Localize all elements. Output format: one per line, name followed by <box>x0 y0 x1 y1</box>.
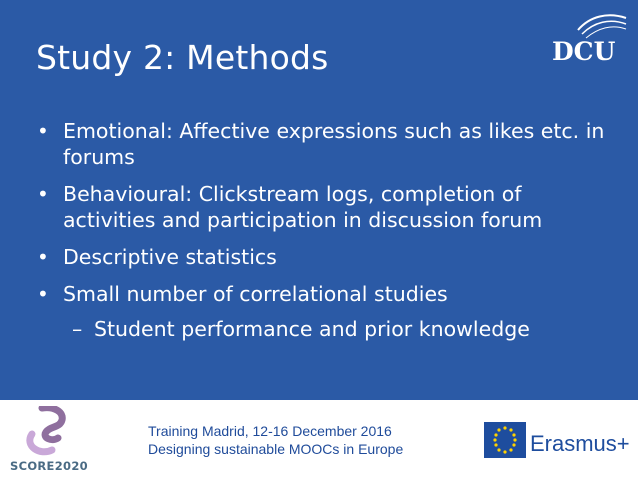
score2020-logo-text: SCORE2020 <box>10 459 88 473</box>
footer-line-1: Training Madrid, 12-16 December 2016 <box>148 423 392 439</box>
bullet-glyph: • <box>37 119 49 143</box>
sub-bullet-glyph: – <box>72 317 83 341</box>
footer-bar <box>0 400 638 479</box>
dcu-logo-text: DCU <box>552 37 616 66</box>
footer-caption <box>148 422 403 458</box>
list-item <box>36 181 606 233</box>
list-item <box>36 244 606 270</box>
sub-bullet-text: Student performance and prior knowledge <box>94 317 530 341</box>
bullet-glyph: • <box>37 282 49 306</box>
score-emblem-icon <box>6 406 92 456</box>
bullet-text: Small number of correlational studies <box>63 282 448 306</box>
bullet-list <box>36 118 606 342</box>
bullet-text: Behavioural: Clickstream logs, completion of activities and participation in discussion forum <box>63 182 543 232</box>
bullet-text: Emotional: Affective expressions such as likes etc. in forums <box>63 119 605 169</box>
slide-title: Study 2: Methods <box>36 38 329 77</box>
erasmus-plus-logo <box>478 412 630 468</box>
bullet-glyph: • <box>37 182 49 206</box>
footer-line-2: Designing sustainable MOOCs in Europe <box>148 441 404 457</box>
list-item <box>36 281 606 307</box>
bullet-glyph: • <box>37 245 49 269</box>
bullet-text: Descriptive statistics <box>63 245 277 269</box>
eu-flag-icon <box>478 412 630 468</box>
erasmus-logo-text: Erasmus+ <box>530 431 630 456</box>
sub-list-item <box>36 316 606 342</box>
list-item <box>36 118 606 170</box>
dcu-logo <box>548 8 630 70</box>
score2020-logo <box>6 406 92 474</box>
